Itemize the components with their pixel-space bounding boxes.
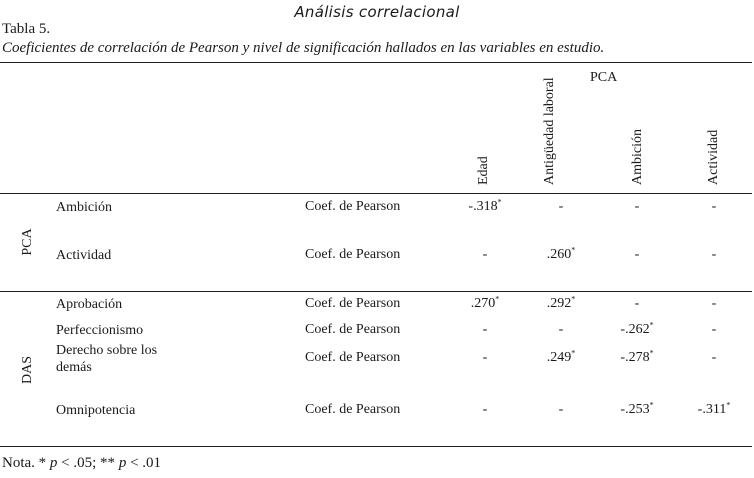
table-cell: -: [634, 247, 640, 262]
row-label-derecho: Derecho sobre los demás: [56, 343, 158, 375]
table-cell: -: [711, 350, 717, 365]
table-cell: -.253*: [620, 400, 654, 417]
table-cell: -: [634, 296, 640, 311]
table-cell: -.262*: [620, 320, 654, 337]
table-cell: -: [482, 247, 488, 262]
row-stat: Coef. de Pearson: [305, 322, 401, 337]
row-stat: Coef. de Pearson: [305, 402, 401, 417]
row-label-actividad: Actividad: [56, 248, 112, 263]
section-heading: Análisis correlacional: [294, 3, 460, 21]
table-cell: -: [558, 199, 564, 214]
row-stat: Coef. de Pearson: [305, 350, 401, 365]
table-cell: -: [711, 247, 717, 262]
table-cell: .292*: [546, 294, 576, 311]
table-cell: .249*: [546, 348, 576, 365]
row-label-ambicion: Ambición: [56, 200, 112, 215]
row-stat: Coef. de Pearson: [305, 199, 401, 214]
table-caption: Coeficientes de correlación de Pearson y nivel de significación hallados en las variables en estudio.: [2, 40, 605, 56]
row-stat: Coef. de Pearson: [305, 296, 401, 311]
table-cell: .260*: [546, 245, 576, 262]
row-label-aprobacion: Aprobación: [56, 297, 123, 312]
table-cell: -: [558, 402, 564, 417]
header-rule: [0, 193, 752, 194]
table-cell: -: [711, 296, 717, 311]
column-header-actividad: Actividad: [706, 129, 721, 185]
group-rule: [0, 291, 752, 292]
table-cell: -: [482, 350, 488, 365]
table-cell: -: [482, 322, 488, 337]
column-group-title: PCA: [590, 70, 618, 85]
table-cell: -: [558, 322, 564, 337]
table-cell: .270*: [470, 294, 500, 311]
row-label-omnipotencia: Omnipotencia: [56, 403, 136, 418]
row-group-das: DAS: [20, 356, 35, 385]
bottom-rule: [0, 446, 752, 447]
table-cell: -.278*: [620, 348, 654, 365]
table-cell: -.318*: [468, 197, 502, 214]
column-header-antiguedad: Antigüedad laboral: [542, 77, 557, 185]
column-header-edad: Edad: [476, 156, 491, 185]
row-group-pca: PCA: [20, 228, 35, 256]
table-cell: -.311*: [697, 400, 731, 417]
table-cell: -: [482, 402, 488, 417]
table-cell: -: [711, 322, 717, 337]
row-label-perfeccionismo: Perfeccionismo: [56, 323, 144, 338]
table-cell: -: [634, 199, 640, 214]
table-label: Tabla 5.: [2, 21, 51, 37]
column-header-ambicion: Ambición: [630, 129, 645, 185]
table-cell: -: [711, 199, 717, 214]
row-stat: Coef. de Pearson: [305, 247, 401, 262]
table-note: Nota. * p < .05; ** p < .01: [2, 455, 162, 471]
